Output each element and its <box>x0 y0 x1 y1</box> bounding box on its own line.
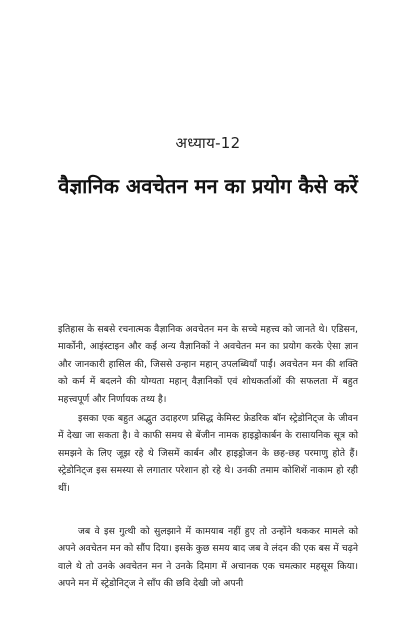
paragraph-1: इतिहास के सबसे रचनात्मक वैज्ञानिक अवचेतन मन के सच्चे महत्त्व को जानते थे। एडिसन, मार्कोनी, आइंस्टाइन और कई अन्य वैज्ञानिकों ने अवचेतन मन का प्रयोग करके ऐसा ज्ञान और जानकारी हासिल की, जिससे उन्हान महान् उपलब्धियाँ पाईं। अवचेतन मन की शक्ति को कर्म में बदलने की योग्यता महान् वैज्ञानिकों एवं शोधकर्ताओं की सफलता में बहुत महत्त्वपूर्ण और निर्णायक तथ्य है। <box>58 324 358 405</box>
paragraph-2: इसका एक बहुत अद्भुत उदाहरण प्रसिद्ध केमिस्ट फ्रेडरिक बॉन स्ट्रेडोनिट्ज के जीवन में देखा जा सकता है। वे काफी समय से बेंजीन नामक हाइड्रोकार्बन के रासायनिक सूत्र को समझने के लिए जूझ रहे थे जिसमें कार्बन और हाइड्रोजन के छह-छह परमाणु होते हैं। स्ट्रेडोनिट्ज इस समस्या से लगातार परेशान हो रहे थे। उनकी तमाम कोशिशें नाकाम हो रही थीं। <box>58 413 358 494</box>
chapter-number: अध्याय-12 <box>175 134 241 152</box>
paragraph-3: जब वे इस गुत्थी को सुलझाने में कामयाब नहीं हुए तो उन्होंने थककर मामले को अपने अवचेतन मन को सौंप दिया। इसके कुछ समय बाद जब वे लंदन की एक बस में चढ़ने वाले थे तो उनके अवचेतन मन ने उनके दिमाग में अचानक एक चमत्कार महसूस किया। अपने मन में स्ट्रेडोनिट्ज ने साँप की छवि देखी जो अपनी <box>58 526 358 590</box>
chapter-title: वैज्ञानिक अवचेतन मन का प्रयोग कैसे करें <box>58 174 358 198</box>
